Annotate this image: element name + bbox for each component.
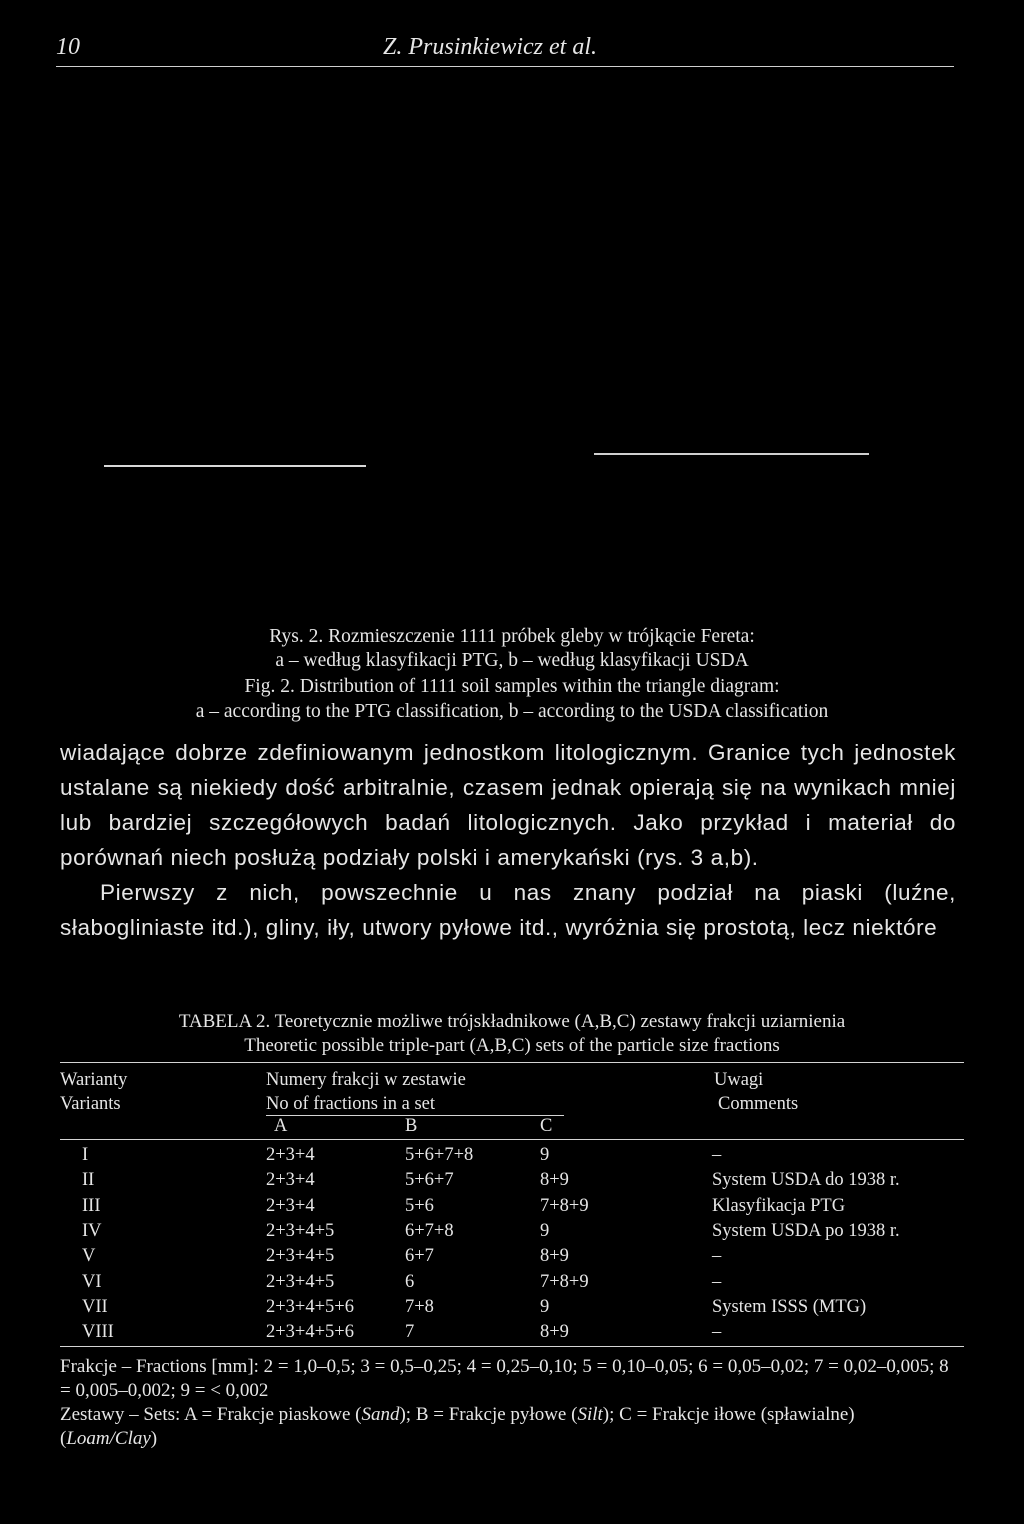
header-rule	[56, 66, 954, 67]
cell-variant: VII	[82, 1296, 108, 1317]
header-comments-pl: Uwagi	[714, 1070, 764, 1090]
cell-variant: V	[82, 1246, 96, 1267]
figure-caption-en-line1: Fig. 2. Distribution of 1111 soil samples within the triangle diagram:	[244, 676, 780, 697]
cell-fractions-b: 7+8	[405, 1296, 434, 1317]
figure-caption-en-line2: a – according to the PTG classification, b – according to the USDA classification	[195, 701, 829, 722]
cell-fractions-a: 2+3+4+5	[266, 1271, 335, 1292]
table-notes	[60, 1355, 956, 1451]
sets-note-clay: Loam/Clay	[66, 1428, 151, 1449]
cell-fractions-c: 8+9	[540, 1170, 569, 1191]
sets-note-silt: Silt	[577, 1404, 603, 1425]
cell-fractions-c: 8+9	[540, 1246, 569, 1267]
header-col-b: B	[405, 1116, 418, 1136]
header-comments-en: Comments	[718, 1094, 799, 1114]
cell-fractions-a: 2+3+4+5+6	[266, 1322, 354, 1343]
figure-caption-pl-line2: a – według klasyfikacji PTG, b – według klasyfikacji USDA	[275, 650, 749, 671]
header-variants-pl: Warianty	[60, 1070, 128, 1090]
cell-fractions-b: 6+7	[405, 1246, 434, 1267]
cell-variant: VIII	[82, 1322, 114, 1343]
figure-caption-pl-line1: Rys. 2. Rozmieszczenie 1111 próbek gleby w trójkącie Fereta:	[269, 626, 755, 647]
header-col-c: C	[540, 1116, 553, 1136]
cell-fractions-c: 9	[540, 1220, 550, 1241]
cell-fractions-c: 7+8+9	[540, 1195, 589, 1216]
cell-fractions-b: 6+7+8	[405, 1220, 454, 1241]
cell-variant: IV	[82, 1220, 102, 1241]
header-col-a: A	[274, 1116, 288, 1136]
cell-fractions-b: 5+6+7	[405, 1170, 454, 1191]
table-bottom-rule	[60, 1346, 964, 1347]
body-paragraph-2: Pierwszy z nich, powszechnie u nas znany podział na piaski (luźne, słabogliniaste itd.), gliny, iły, utwory pyłowe itd., wyróżnia się prostotą, lecz niektóre	[60, 880, 956, 940]
header-fractions-pl: Numery frakcji w zestawie	[266, 1070, 466, 1090]
cell-fractions-b: 7	[405, 1322, 415, 1343]
cell-fractions-c: 8+9	[540, 1322, 569, 1343]
sets-note	[60, 1403, 956, 1451]
body-paragraph-1: wiadające dobrze zdefiniowanym jednostkom litologicznym. Granice tych jednostek ustalane są niekiedy dość arbitralnie, czasem jednak opierają się na wynikach mniej lub bardziej szczegółowych badań litologicznych. Jako przykład i materiał do porównań niech posłużą podziały polski i amerykański (rys. 3 a,b).	[60, 740, 956, 870]
cell-fractions-a: 2+3+4+5+6	[266, 1296, 354, 1317]
body-text	[60, 735, 956, 945]
table-subtitle: Theoretic possible triple-part (A,B,C) sets of the particle size fractions	[244, 1035, 780, 1056]
table-header-rule	[60, 1139, 964, 1140]
table-title: TABELA 2. Teoretycznie możliwe trójskładnikowe (A,B,C) zestawy frakcji uziarnienia	[178, 1011, 846, 1032]
figure-a-baseline	[104, 465, 366, 467]
cell-fractions-a: 2+3+4+5	[266, 1246, 335, 1267]
sets-note-mid2: ); C = Frakcje iłowe (spławialne) (	[60, 1404, 855, 1449]
cell-fractions-a: 2+3+4	[266, 1195, 315, 1216]
cell-comment: System USDA po 1938 r.	[712, 1220, 900, 1241]
cell-comment: System ISSS (MTG)	[712, 1296, 867, 1317]
header-fractions-en: No of fractions in a set	[266, 1094, 436, 1114]
cell-fractions-c: 9	[540, 1296, 550, 1317]
cell-variant: II	[82, 1170, 95, 1191]
fractions-note: Frakcje – Fractions [mm]: 2 = 1,0–0,5; 3 = 0,5–0,25; 4 = 0,25–0,10; 5 = 0,10–0,05; 6 = 0,05–0,02; 7 = 0,02–0,005; 8 = 0,005–0,002; 9 = < 0,002	[60, 1356, 949, 1401]
cell-variant: III	[82, 1195, 101, 1216]
cell-fractions-b: 5+6	[405, 1195, 434, 1216]
sets-note-prefix: Zestawy – Sets: A = Frakcje piaskowe (	[60, 1404, 362, 1425]
cell-comment: –	[712, 1145, 722, 1165]
cell-comment: Klasyfikacja PTG	[712, 1195, 846, 1216]
cell-variant: I	[82, 1145, 89, 1165]
sets-note-mid1: ); B = Frakcje pyłowe (	[399, 1404, 578, 1425]
cell-comment: –	[712, 1246, 722, 1267]
cell-comment: –	[712, 1271, 722, 1292]
cell-fractions-a: 2+3+4+5	[266, 1220, 335, 1241]
cell-fractions-b: 6	[405, 1271, 415, 1292]
page-number: 10	[56, 34, 80, 60]
figure-b-baseline	[594, 453, 869, 455]
cell-fractions-a: 2+3+4	[266, 1170, 315, 1191]
cell-fractions-a: 2+3+4	[266, 1145, 315, 1165]
cell-fractions-b: 5+6+7+8	[405, 1145, 474, 1165]
cell-variant: VI	[82, 1271, 102, 1292]
running-header-author: Z. Prusinkiewicz et al.	[383, 34, 597, 60]
cell-comment: System USDA do 1938 r.	[712, 1170, 900, 1191]
cell-fractions-c: 9	[540, 1145, 550, 1165]
sets-note-sand: Sand	[361, 1404, 400, 1425]
cell-comment: –	[712, 1322, 722, 1343]
header-variants-en: Variants	[60, 1094, 121, 1114]
sets-note-end: )	[150, 1428, 158, 1449]
table-top-rule	[60, 1062, 964, 1063]
cell-fractions-c: 7+8+9	[540, 1271, 589, 1292]
